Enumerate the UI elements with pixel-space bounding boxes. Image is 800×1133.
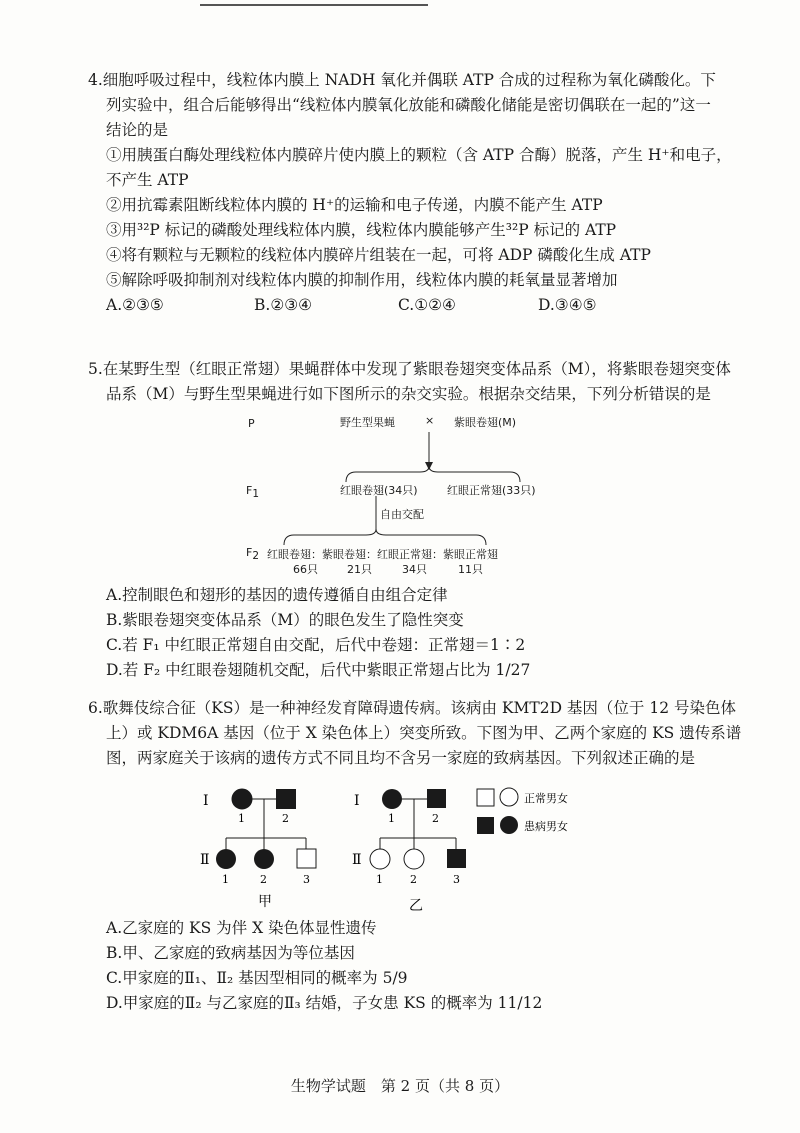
q4-option-a: A.②③⑤ [106,296,164,314]
q6-options [88,916,758,1016]
q4-option-d: D.③④⑤ [538,296,597,314]
f2-subscript: 2 [252,550,260,563]
q6-stem-line: 上）或 KDM6A 基因（位于 X 染色体上）突变所致。下图为甲、乙两个家庭的 KS 遗传系谱 [106,724,742,742]
cross-f2-count: 34只 [402,563,427,576]
a-II1-num: 1 [222,873,229,886]
cross-f1-left: 红眼卷翅(34只) [340,484,418,497]
q4-item: ③用³²P 标记的磷酸处理线粒体内膜，线粒体内膜能够产生³²P 标记的 ATP [106,221,617,239]
gen-2-label: Ⅱ [200,852,210,868]
q5-stem-line: 5.在某野生型（红眼正常翅）果蝇群体中发现了紫眼卷翅突变体品系（M），将紫眼卷翅突变体 [88,360,731,378]
q6-option-a: A.乙家庭的 KS 为伴 X 染色体显性遗传 [106,919,377,937]
family-a-label: 甲 [258,894,272,910]
a-II3-normal-male [297,849,316,868]
q4-item: 不产生 ATP [106,171,189,189]
pedigree-family-b [352,789,466,914]
q5-option-d: D.若 F₂ 中红眼卷翅随机交配，后代中紫眼正常翅占比为 1/27 [106,661,531,679]
b-II3-affected-male [447,849,466,868]
q5-option-c: C.若 F₁ 中红眼正常翅自由交配，后代中卷翅：正常翅＝1∶2 [106,636,526,654]
gen-1-label: Ⅰ [203,793,209,809]
f2-letter: F [246,546,253,559]
pedigree-family-a [200,789,316,910]
gen-2-label-b: Ⅱ [352,852,362,868]
q5-option-b: B.紫眼卷翅突变体品系（M）的眼色发生了隐性突变 [106,611,464,629]
b-II2-normal-female [404,849,424,869]
q4-option-b: B.②③④ [254,296,313,314]
f1-subscript: 1 [252,488,260,501]
q6-option-c: C.甲家庭的Ⅱ₁、Ⅱ₂ 基因型相同的概率为 5/9 [106,969,408,987]
f1-letter: F [246,484,253,497]
a-II2-num: 2 [260,873,267,886]
b-I1-num: 1 [388,812,395,825]
b-II2-num: 2 [410,873,417,886]
cross-p-label: P [248,417,255,430]
cross-f2-ratio: 红眼卷翅：紫眼卷翅：红眼正常翅：紫眼正常翅 [267,548,498,561]
q4-item: ②用抗霉素阻断线粒体内膜的 H⁺的运输和电子传递，内膜不能产生 ATP [106,196,603,214]
pedigree-legend [477,788,568,834]
cross-p-left: 野生型果蝇 [340,416,395,429]
cross-times: × [425,414,435,427]
a-I1-num: 1 [238,812,245,825]
gen-1-label-b: Ⅰ [354,793,360,809]
legend-affected-male [477,817,494,834]
q6-stem-line: 图，两家庭关于该病的遗传方式不同且均不含另一家庭的致病基因。下列叙述正确的是 [106,749,696,767]
a-II1-affected-female [216,849,236,869]
q6-stem-line: 6.歌舞伎综合征（KS）是一种神经发育障碍遗传病。该病由 KMT2D 基因（位于 12 号染色体 [88,699,736,717]
q5-stem-line: 品系（M）与野生型果蝇进行如下图所示的杂交实验。根据杂交结果，下列分析错误的是 [106,385,711,403]
family-b-label: 乙 [409,898,423,914]
b-I2-affected-male [427,789,446,808]
legend-affected-female [500,816,518,834]
a-I2-num: 2 [282,812,289,825]
cross-mating: 自由交配 [380,508,424,521]
a-II3-num: 3 [303,873,310,886]
q4-stem-line: 列实验中，组合后能够得出“线粒体内膜氧化放能和磷酸化储能是密切偶联在一起的”这一 [106,96,711,114]
q4-option-c: C.①②④ [398,296,456,314]
page-footer: 生物学试题 第 2 页（共 8 页） [290,1077,510,1095]
cross-f2-count: 21只 [347,563,372,576]
b-II1-normal-female [370,849,390,869]
cross-f2-count: 11只 [458,563,483,576]
q5-option-a: A.控制眼色和翅形的基因的遗传遵循自由组合定律 [106,586,448,604]
cross-f1-right: 红眼正常翅(33只) [447,484,536,497]
a-II2-affected-female [254,849,274,869]
b-I2-num: 2 [432,812,439,825]
q6-option-b: B.甲、乙家庭的致病基因为等位基因 [106,944,355,962]
a-I2-affected-male [276,789,296,809]
q4-item: ④将有颗粒与无颗粒的线粒体内膜碎片组装在一起，可将 ADP 磷酸化生成 ATP [106,246,651,264]
cross-f2-count: 66只 [293,563,318,576]
legend-affected-label: 患病男女 [524,820,568,833]
q6-option-d: D.甲家庭的Ⅱ₂ 与乙家庭的Ⅱ₃ 结婚，子女患 KS 的概率为 11/12 [106,994,543,1012]
b-II3-num: 3 [453,873,460,886]
legend-normal-label: 正常男女 [524,792,568,805]
a-I1-affected-female [232,789,252,809]
b-II1-num: 1 [376,873,383,886]
q4-stem-line: 结论的是 [106,121,169,139]
legend-normal-male [477,789,494,806]
b-I1-affected-female [382,789,402,809]
legend-normal-female [500,788,518,806]
q4-item: ①用胰蛋白酶处理线粒体内膜碎片使内膜上的颗粒（含 ATP 合酶）脱落，产生 H⁺和电子， [106,146,732,164]
q4-stem-line: 4.细胞呼吸过程中，线粒体内膜上 NADH 氧化并偶联 ATP 合成的过程称为氧化磷酸化。下 [88,71,716,89]
cross-p-right: 紫眼卷翅(M) [454,416,517,429]
q4-item: ⑤解除呼吸抑制剂对线粒体内膜的抑制作用，线粒体内膜的耗氧量显著增加 [106,271,618,289]
